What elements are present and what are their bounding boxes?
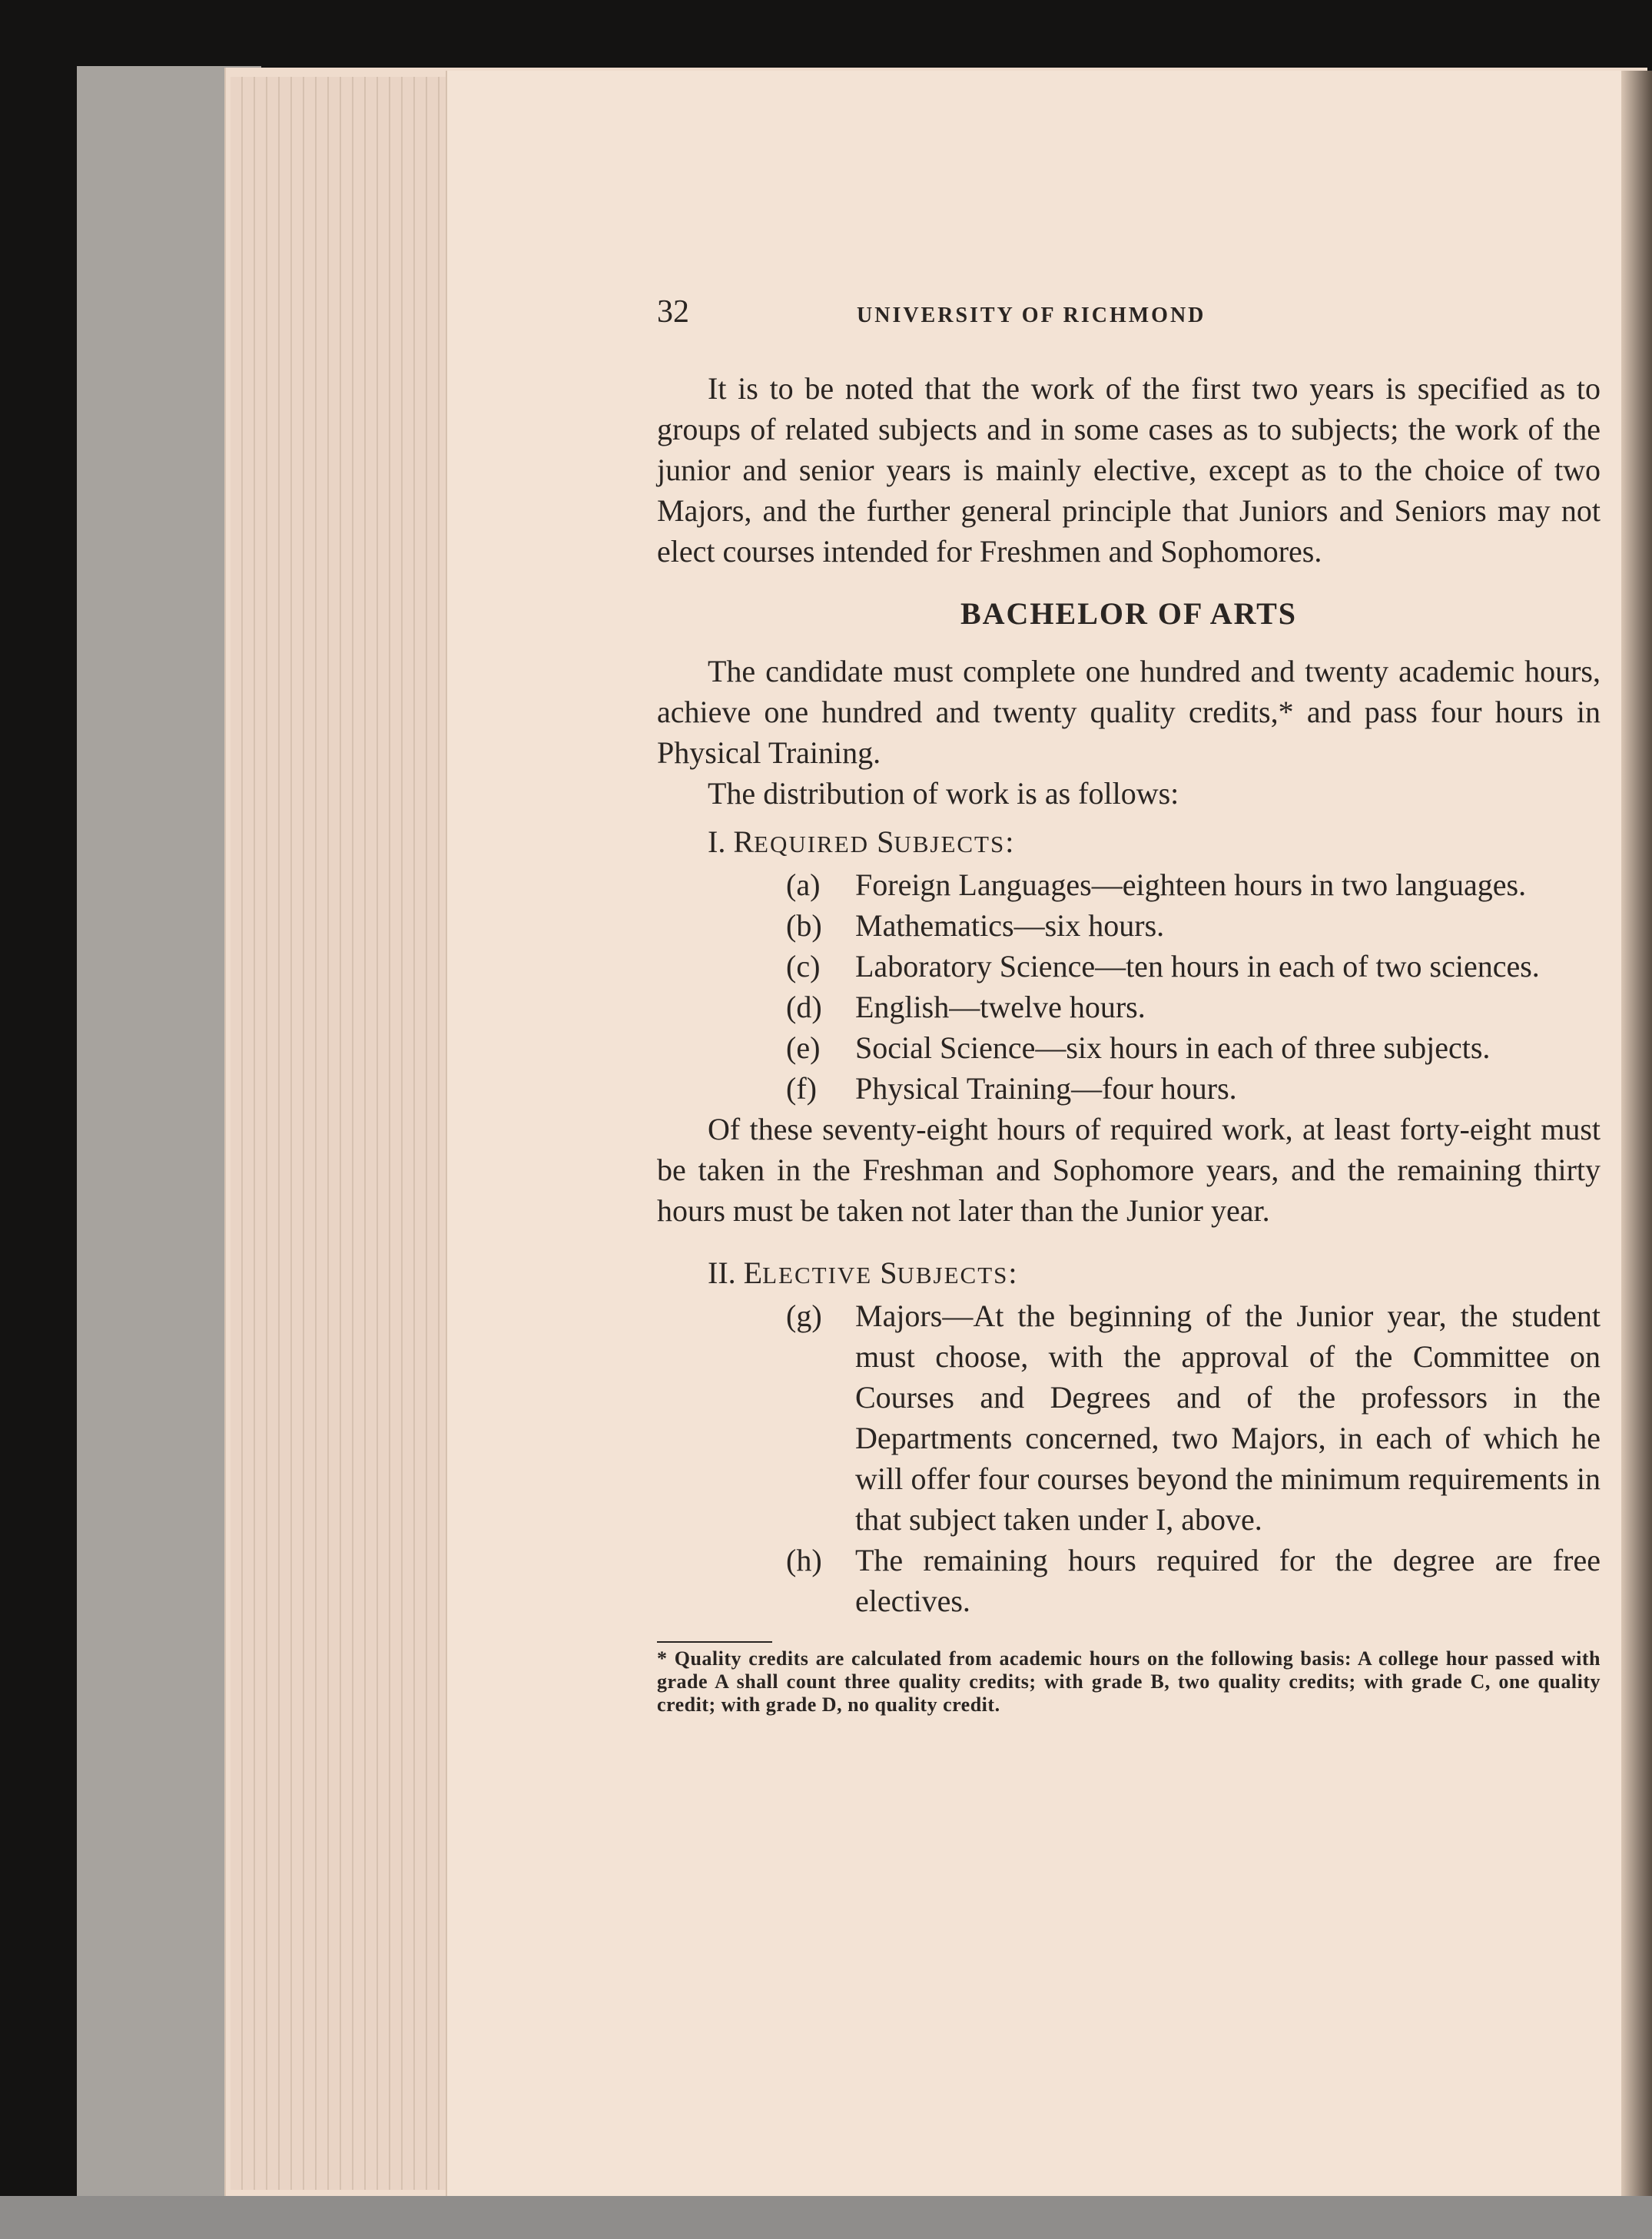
elective-title2-rest: UBJECTS [897,1262,1009,1289]
list-item [786,864,1601,905]
footnote-rule [657,1641,772,1643]
section-heading: BACHELOR OF ARTS [960,596,1298,631]
required-subjects-title [708,821,1601,864]
intro-paragraph: It is to be noted that the work of the first two years is specified as to groups of related subjects and in some cases as to subjects; the work of the junior and senior years is mainly elective, except as to the choice of two Majors, and the further general principle that Juniors and Seniors may not elect courses intended for Freshmen and Sophomores. [657,371,1601,569]
bottom-strip [0,2196,1652,2239]
page-header [657,292,1601,336]
footnote: * Quality credits are calculated from academic hours on the following basis: A college hour passed with grade A shall count three quality credits; with grade B, two quality credits; with grade C, one quality credit; with grade D, no quality credit. [657,1647,1601,1716]
item-label: (b) [786,908,822,943]
elective-items-list [657,1295,1601,1621]
item-text: Foreign Languages—eighteen hours in two languages. [855,867,1527,902]
requirements-paragraph: The candidate must complete one hundred and twenty academic hours, achieve one hundred and twenty quality credits,* and pass four hours in Physical Training. [657,654,1601,770]
list-item [786,987,1601,1027]
spacer [657,1231,1601,1245]
running-head: UNIVERSITY OF RICHMOND [857,304,1206,327]
item-label: (f) [786,1071,817,1106]
required-title2-initial: S [877,824,894,859]
item-label: (a) [786,867,821,902]
item-text: Social Science—six hours in each of three subjects. [855,1030,1491,1065]
item-label: (h) [786,1543,822,1577]
elective-title-initial: E [743,1255,763,1290]
list-item [786,1295,1601,1540]
item-label: (c) [786,949,821,984]
list-item [786,1027,1601,1068]
item-text: Majors—At the beginning of the Junior year, the student must choose, with the approval of the Committee on Courses and Degrees and of the professors in the Departments concerned, two Majors, in each of which he will offer four courses beyond the minimum requirements in that subject taken under I, above. [855,1299,1601,1537]
required-title2-rest: UBJECTS [894,831,1006,857]
page-number: 32 [657,294,689,330]
item-label: (d) [786,990,822,1024]
distribution-intro: The distribution of work is as follows: [708,776,1179,811]
elective-numeral: II. [708,1255,736,1290]
required-numeral: I. [708,824,726,859]
page-content [657,292,1601,1717]
elective-title-rest: LECTIVE [762,1262,873,1289]
item-label: (e) [786,1030,821,1065]
list-item [786,1540,1601,1621]
page-edges [231,77,461,2190]
item-text: Mathematics—six hours. [855,908,1165,943]
item-text: Laboratory Science—ten hours in each of two sciences. [855,949,1540,984]
required-colon: : [1005,824,1014,859]
elective-subjects-title [708,1252,1601,1295]
required-items-list [657,864,1601,1109]
list-item [786,1068,1601,1109]
list-item [786,905,1601,946]
elective-colon: : [1008,1255,1017,1290]
list-item [786,946,1601,987]
item-text: English—twelve hours. [855,990,1146,1024]
page-gutter-shadow [1621,71,1652,2199]
required-note: Of these seventy-eight hours of required work, at least forty-eight must be taken in the Freshman and Sophomore years, and the remaining thirty hours must be taken not later than the Junior year. [657,1112,1601,1228]
item-label: (g) [786,1299,822,1333]
item-text: The remaining hours required for the degree are free electives. [855,1543,1601,1618]
elective-title2-initial: S [880,1255,897,1290]
item-text: Physical Training—four hours. [855,1071,1237,1106]
required-title-rest: EQUIRED [754,831,870,857]
required-title-initial: R [733,824,755,859]
